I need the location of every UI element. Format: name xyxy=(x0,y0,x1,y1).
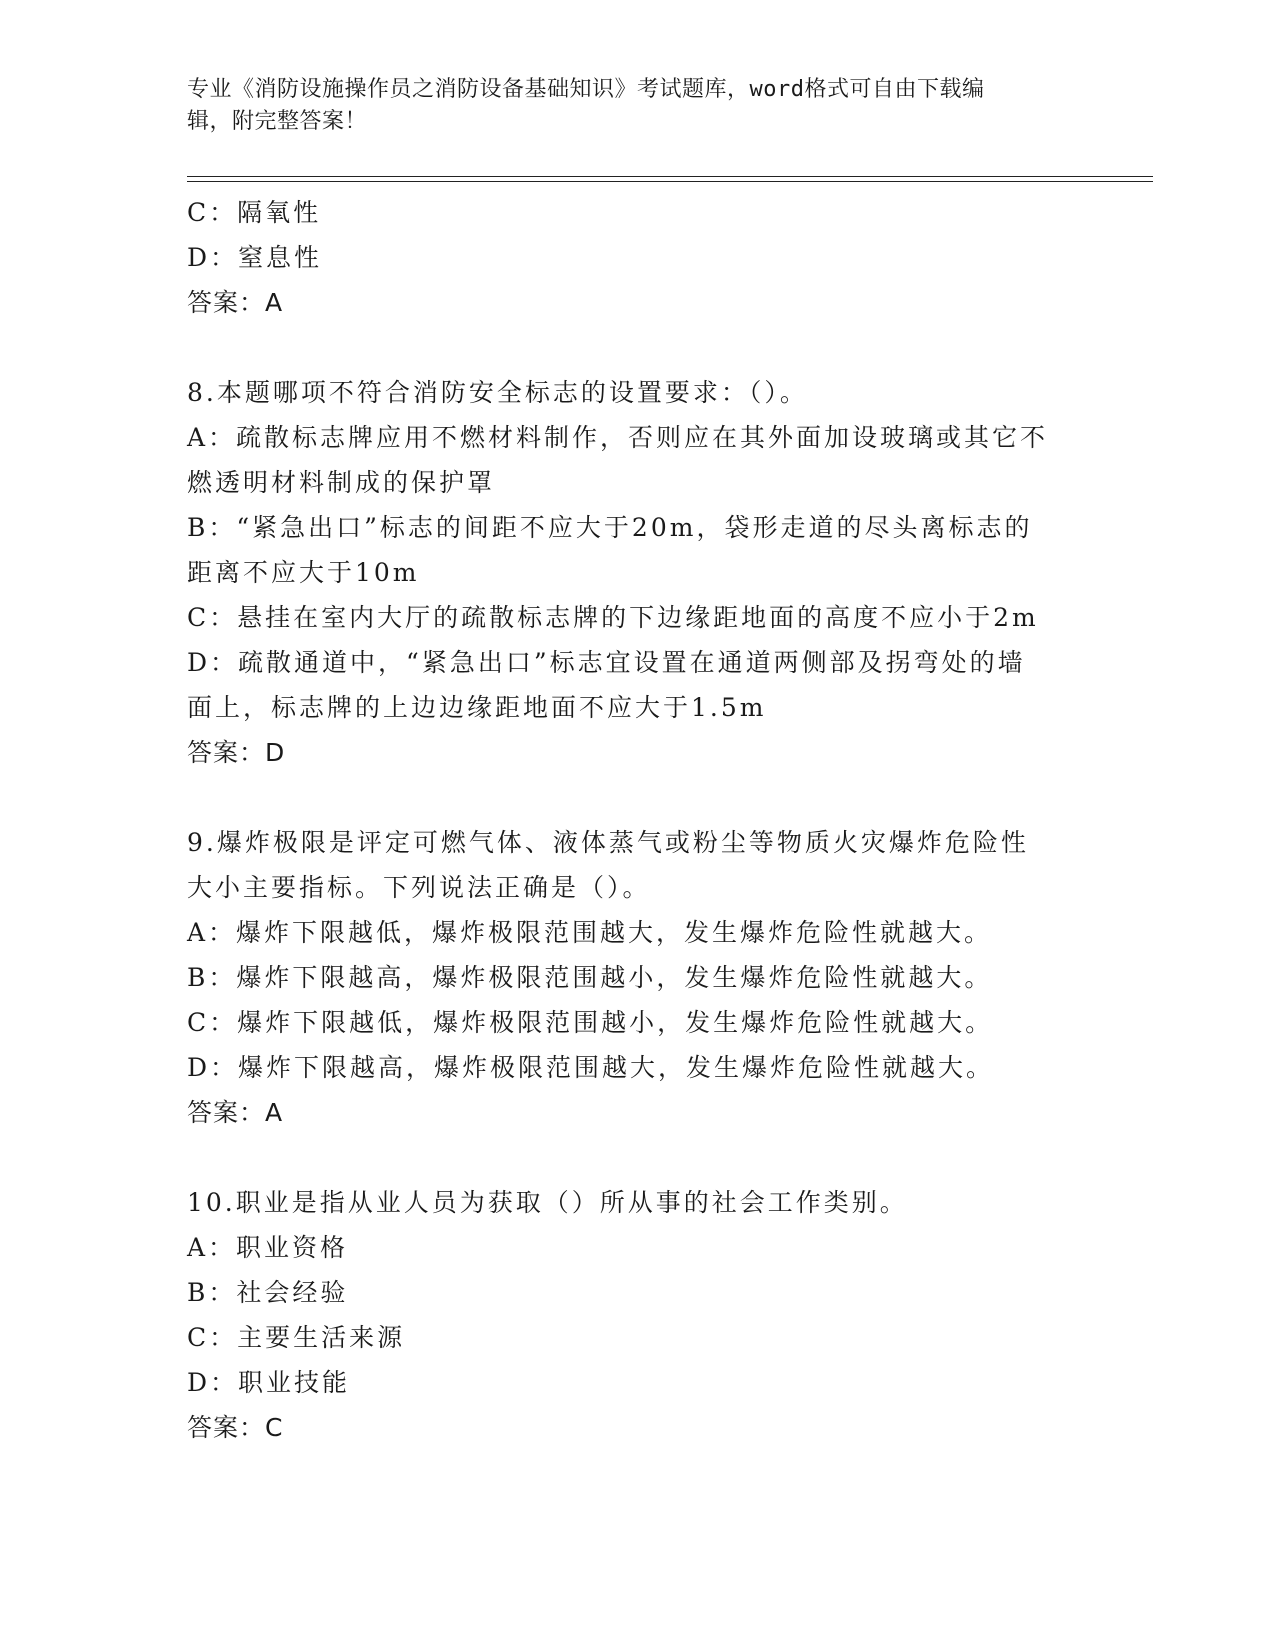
option-d: D：职业技能 xyxy=(187,1368,351,1397)
option-c: C：主要生活来源 xyxy=(187,1323,406,1352)
option-d: D：窒息性 xyxy=(187,243,323,272)
question-9 xyxy=(187,820,1087,1135)
header-divider-bottom xyxy=(187,181,1153,182)
header-divider-top xyxy=(187,176,1153,177)
option-a-line-1: A：疏散标志牌应用不燃材料制作，否则应在其外面加设玻璃或其它不 xyxy=(187,423,1049,452)
option-a: A：职业资格 xyxy=(187,1233,349,1262)
question-stem-line-1: 9.爆炸极限是评定可燃气体、液体蒸气或粉尘等物质火灾爆炸危险性 xyxy=(187,828,1029,857)
answer: 答案：D xyxy=(187,738,286,767)
header-line-1: 专业《消防设施操作员之消防设备基础知识》考试题库，word格式可自由下载编 xyxy=(187,77,985,102)
option-c: C：爆炸下限越低，爆炸极限范围越小，发生爆炸危险性就越大。 xyxy=(187,1008,994,1037)
option-b: B：社会经验 xyxy=(187,1278,349,1307)
option-c: C：悬挂在室内大厅的疏散标志牌的下边缘距地面的高度不应小于2m xyxy=(187,603,1039,632)
option-d-line-2: 面上，标志牌的上边边缘距地面不应大于1.5m xyxy=(187,693,767,722)
answer: 答案：A xyxy=(187,288,284,317)
question-stem-line-2: 大小主要指标。下列说法正确是（）。 xyxy=(187,873,651,902)
question-stem: 8.本题哪项不符合消防安全标志的设置要求：（）。 xyxy=(187,378,808,407)
option-a: A：爆炸下限越低，爆炸极限范围越大，发生爆炸危险性就越大。 xyxy=(187,918,993,947)
answer: 答案：A xyxy=(187,1098,284,1127)
question-10 xyxy=(187,1180,1087,1450)
question-stem: 10.职业是指从业人员为获取（）所从事的社会工作类别。 xyxy=(187,1188,908,1217)
document-header xyxy=(187,74,1067,138)
question-7-tail xyxy=(187,190,1087,325)
option-b: B：爆炸下限越高，爆炸极限范围越小，发生爆炸危险性就越大。 xyxy=(187,963,993,992)
option-c: C：隔氧性 xyxy=(187,198,322,227)
option-b-line-2: 距离不应大于10m xyxy=(187,558,420,587)
answer: 答案：C xyxy=(187,1413,284,1442)
question-8 xyxy=(187,370,1087,775)
question-list xyxy=(187,190,1087,1450)
option-d-line-1: D：疏散通道中，“紧急出口”标志宜设置在通道两侧部及拐弯处的墙 xyxy=(187,648,1026,677)
option-d: D：爆炸下限越高，爆炸极限范围越大，发生爆炸危险性就越大。 xyxy=(187,1053,995,1082)
option-b-line-1: B：“紧急出口”标志的间距不应大于20m，袋形走道的尽头离标志的 xyxy=(187,513,1033,542)
option-a-line-2: 燃透明材料制成的保护罩 xyxy=(187,468,496,497)
header-line-2: 辑，附完整答案！ xyxy=(187,109,368,134)
